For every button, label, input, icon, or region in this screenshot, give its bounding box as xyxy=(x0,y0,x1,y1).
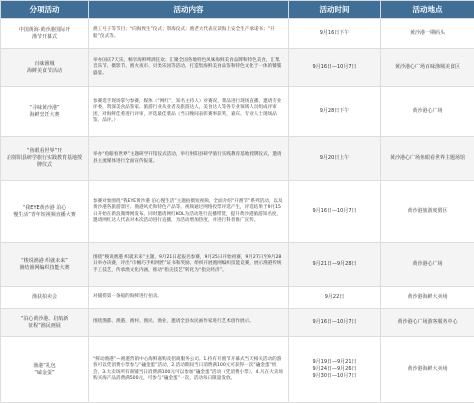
activity-name-cell xyxy=(1,137,89,181)
activity-time-cell: 9月16日—10月7日 xyxy=(289,181,381,243)
table-row xyxy=(1,181,474,243)
activity-time-cell: 9月20日上午 xyxy=(289,137,381,181)
table-header-row xyxy=(1,1,474,19)
activity-content-cell: 渔工号子等节目；“向海致生”仪式；祭海仪式；渔老大代表宣读海上安全生产承诺书；“开船”仪式等。 xyxy=(89,19,289,49)
activity-place-cell: 黄沙港心广场游客服务中心 xyxy=(381,309,474,337)
activity-name-line: 征程”渔民画展 xyxy=(5,323,84,330)
activity-name-line: “我EYE黄沙港 泊心 xyxy=(5,205,84,212)
table-row xyxy=(1,49,474,87)
table-row xyxy=(1,337,474,403)
activity-name-cell xyxy=(1,337,89,403)
activity-place-cell: 黄沙港一期码头 xyxy=(381,19,474,49)
activity-place-cell: 黄沙港心广场鱼眼看世界主题场馆 xyxy=(381,137,474,181)
activity-time-cell: 9月16日下午 xyxy=(289,19,381,49)
activity-place-cell: 黄沙港海鲜大卖场 xyxy=(381,337,474,403)
activity-name-line: “磕金蛋” xyxy=(5,370,84,377)
activity-name-line: “泊心黄沙港、启航新 xyxy=(5,316,84,323)
activity-name-line: 中国黄海·黄沙港国际开 xyxy=(5,27,84,34)
activity-content-cell: 围绕渔都、渔港、渔村、渔民、渔业，邀请全县农民画作家进行艺术创作展示。 xyxy=(89,309,289,337)
table-row xyxy=(1,309,474,337)
activity-name-line: 启射阳县研学旅行实践教育基地授牌仪式 xyxy=(5,155,84,169)
activity-name-cell xyxy=(1,287,89,309)
table-row xyxy=(1,287,474,309)
activity-name-line: 渔结渔网编织技能大赛 xyxy=(5,265,84,272)
header-activity: 分项活动 xyxy=(1,1,89,19)
activity-content-cell: 对捕捞第一条船的海鲜进行拍卖。 xyxy=(89,287,289,309)
header-content: 活动内容 xyxy=(89,1,289,19)
activity-time-cell: 9月22日 xyxy=(289,287,381,309)
activity-name-line: 渔港“礼包 xyxy=(5,363,84,370)
activity-name-cell xyxy=(1,19,89,49)
activity-content-cell: 围绕“梭说渔港 织就未来”主题，9月21日起报名参赛，9月25日开始初赛，9月27日至9月28日举办决赛，评出“巾帼巧手织网匠”证书和奖励。组织开展渔网编织技能竞赛，展示渔港传统手工技艺，传承渔文化内涵，推动“指尖技艺”转化为“指尖经济”。 xyxy=(89,243,289,287)
activity-place-cell: 黄沙港旅游度假区 xyxy=(381,181,474,243)
activity-name-cell xyxy=(1,181,89,243)
activity-name-line: 海鲜美食节活动 xyxy=(5,68,84,75)
activity-name-line: “寻味黄沙港” xyxy=(5,105,84,112)
activity-place-cell: 黄沙港心广场百味渔城美食区 xyxy=(381,49,474,87)
activity-name-cell xyxy=(1,309,89,337)
activity-name-cell xyxy=(1,243,89,287)
activity-content-cell: 举办“鱼眼看世界”主题研学开馆仪式活动，举行射阳县研学旅行实践教育基地授牌仪式，邀请县主流媒体进行全面宣传报道。 xyxy=(89,137,289,181)
table-row xyxy=(1,19,474,49)
activity-name-line: 慢生活”青年短视频直播大赛 xyxy=(5,212,84,219)
activity-name-line: 百味渔城 xyxy=(5,61,84,68)
table-row xyxy=(1,137,474,181)
table-row xyxy=(1,87,474,137)
table-row xyxy=(1,243,474,287)
activity-name-line: 海鲜烹饪大赛 xyxy=(5,112,84,119)
activity-time-cell: 9月16日—10月7日 xyxy=(289,49,381,87)
activity-place-cell: 黄沙港海鲜大卖场 xyxy=(381,287,474,309)
activity-time-cell: 9月19日—9月21日 9月24日—9月26日 9月30日—10月7日 xyxy=(289,337,381,403)
activity-content-cell: “鲜动渔港”—渔港营销中心海鲜嘉购及招商服务公司。1.持有开渔节开幕式当天相关活动的游客可以凭消费小票参与“磕金蛋”活动，2.活动期间当日消费满100元可获得一次“磕金蛋”机会，3.大卖场所有商铺当日消费满100元可以参加“磕金蛋”活动（凭消费小票），4.凡在大卖场购买海产品消费满500元，可参与“磕金蛋”一次，活动每日限量发放。 xyxy=(89,337,289,403)
header-time: 活动时间 xyxy=(289,1,381,19)
activity-time-cell: 9月28日下午 xyxy=(289,87,381,137)
header-location: 活动地点 xyxy=(381,1,474,19)
activity-name-line: 渔获拍卖会 xyxy=(5,294,84,301)
activity-content-cell: 参赛对象围绕“我EYE黄沙港 泊心慢生活”主题拍摄短视频，全面介绍“开渔节”系列活动，以及黄沙港各旅游景区、渔港风光和特色产品等。视频通过网络投票评选产生，评选结果于9月15日开始在新浪微博网发布。同时邀请网红KOL为活动进行直播带货，提升黄沙港旅游知名度，邀请网红达人代表对本次活动进行直播，为活动增加热度，并进行科普推广宣传。 xyxy=(89,181,289,243)
activity-name-line: “梭说渔港 织就未来” xyxy=(5,258,84,265)
activity-name-cell xyxy=(1,49,89,87)
activity-place-cell: 黄沙港心广场 xyxy=(381,243,474,287)
activity-content-cell: 参赛选手现场掌勺参赛，媒体（“网红”，知名主持人）对赛况、菜品进行现场直播，邀请专业评委，资深美食品鉴家、旅游行业从业者及旅游达人、美食达人等各专业领域人员组成评审团，对海鲜佳肴进行评审，评选最佳菜品（当日晚间表彰赛事获奖，嘉宾、专业人士现场品鉴、品评。） xyxy=(89,87,289,137)
activity-time-cell: 9月21日—9月28日 xyxy=(289,243,381,287)
activity-name-cell xyxy=(1,87,89,137)
activity-content-cell: 举办国庆7天乐，畅享海鲜啤酒狂欢；汇聚全国各地特色风味海鲜美食品牌和特色美食，汇集音乐节、摄影节、渔火夜市、贝类乐园等活动，打造集海鲜美食品鉴和特色文化于一体的饕餮盛宴。 xyxy=(89,49,289,87)
activity-time-cell: 9月16日—10月7日 xyxy=(289,309,381,337)
activity-name-line: “鱼眼看世界”开 xyxy=(5,148,84,155)
activity-name-line: 渔节开幕式 xyxy=(5,34,84,41)
activity-place-cell: 黄沙港心广场 xyxy=(381,87,474,137)
